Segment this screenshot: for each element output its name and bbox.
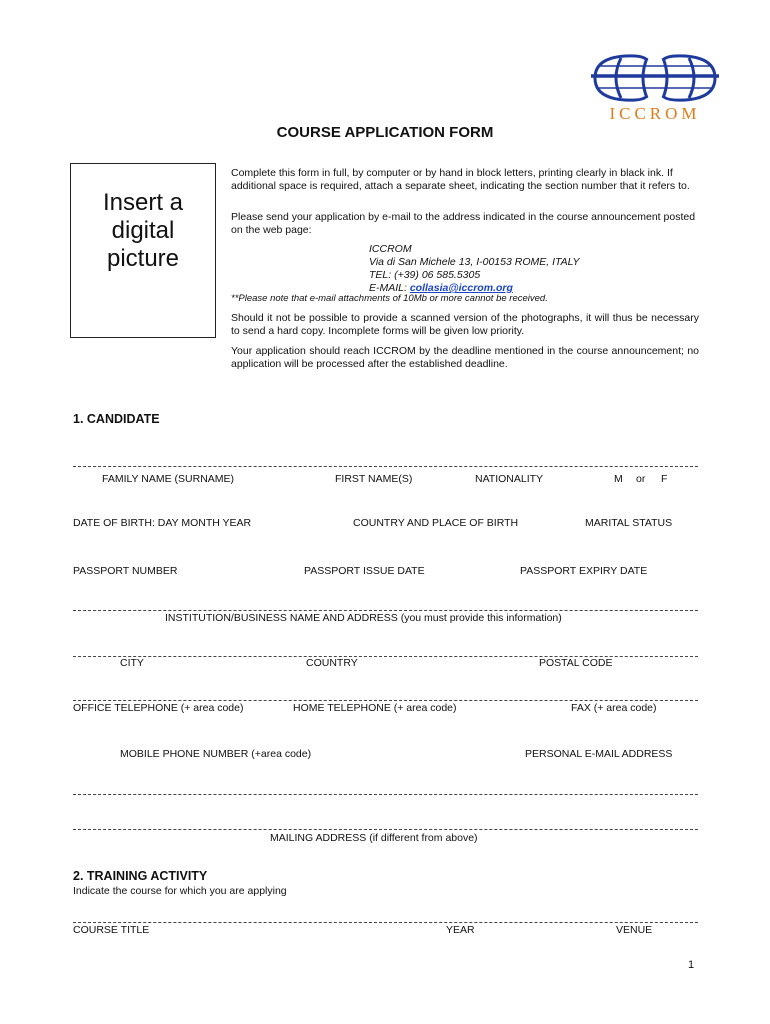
email-link[interactable]: collasia@iccrom.org [409,282,513,294]
instructions-p1: Complete this form in full, by computer or by hand in block letters, printing clearly in black ink. If additional space is required, attach a separate sheet, indicating the section number that it refers to. [231,167,690,192]
mobile-label: MOBILE PHONE NUMBER (+area code) [120,748,312,760]
photo-text-line3: picture [106,245,180,272]
marital-status-label: MARITAL STATUS [585,517,673,529]
photo-placeholder-text [71,189,215,273]
address-block [369,243,699,295]
photo-text-line1: Insert a [102,189,184,216]
country-label: COUNTRY [306,657,358,669]
divider-line [73,466,698,467]
address-org: ICCROM [369,243,412,255]
home-tel-label: HOME TELEPHONE (+ area code) [293,702,457,714]
attachment-note: **Please note that e-mail attachments of 10Mb or more cannot be received. [231,293,548,304]
divider-line [73,700,698,701]
sex-f-option[interactable]: F [661,473,668,485]
training-heading: 2. TRAINING ACTIVITY [73,869,208,883]
passport-number-label: PASSPORT NUMBER [73,565,178,577]
fax-label: FAX (+ area code) [571,702,657,714]
divider-line [73,922,698,923]
candidate-heading: 1. CANDIDATE [73,412,160,426]
passport-expiry-label: PASSPORT EXPIRY DATE [520,565,648,577]
photo-text-line2: digital [111,217,175,244]
divider-line [73,794,698,795]
family-name-label: FAMILY NAME (SURNAME) [102,473,235,485]
instructions-p4: Your application should reach ICCROM by the deadline mentioned in the course announcement; no application will be processed after the established deadline. [231,345,699,370]
nationality-label: NATIONALITY [475,473,544,485]
course-title-label: COURSE TITLE [73,924,150,936]
postal-code-label: POSTAL CODE [539,657,613,669]
training-subtitle: Indicate the course for which you are applying [73,885,287,897]
dob-label: DATE OF BIRTH: DAY MONTH YEAR [73,517,252,529]
page-title: COURSE APPLICATION FORM [276,124,494,141]
logo-text: ICCROM [609,104,701,123]
email-prefix: E-MAIL: [369,282,410,294]
venue-label: VENUE [616,924,653,936]
personal-email-label: PERSONAL E-MAIL ADDRESS [525,748,673,760]
divider-line [73,610,698,611]
globe-icon [585,52,725,104]
sex-m-option[interactable]: M [614,473,623,485]
instructions-p2: Please send your application by e-mail to the address indicated in the course announcement posted on the web page: [231,211,696,236]
year-label: YEAR [446,924,475,936]
office-tel-label: OFFICE TELEPHONE (+ area code) [73,702,244,714]
city-label: CITY [120,657,144,669]
instructions-p3: Should it not be possible to provide a scanned version of the photographs, it will thus be necessary to send a hard copy. Incomplete forms will be given low priority. [231,312,699,337]
sex-or-label: or [636,473,646,485]
address-street: Via di San Michele 13, I-00153 ROME, ITALY [369,256,580,268]
divider-line [73,829,698,830]
birth-place-label: COUNTRY AND PLACE OF BIRTH [353,517,519,529]
first-names-label: FIRST NAME(S) [335,473,413,485]
page-number: 1 [688,959,695,971]
iccrom-logo [585,52,725,126]
institution-label: INSTITUTION/BUSINESS NAME AND ADDRESS (you must provide this information) [165,612,562,624]
mailing-address-label: MAILING ADDRESS (if different from above) [270,832,478,844]
photo-placeholder[interactable] [70,163,216,338]
address-tel: TEL: (+39) 06 585.5305 [369,269,481,281]
passport-issue-label: PASSPORT ISSUE DATE [304,565,425,577]
